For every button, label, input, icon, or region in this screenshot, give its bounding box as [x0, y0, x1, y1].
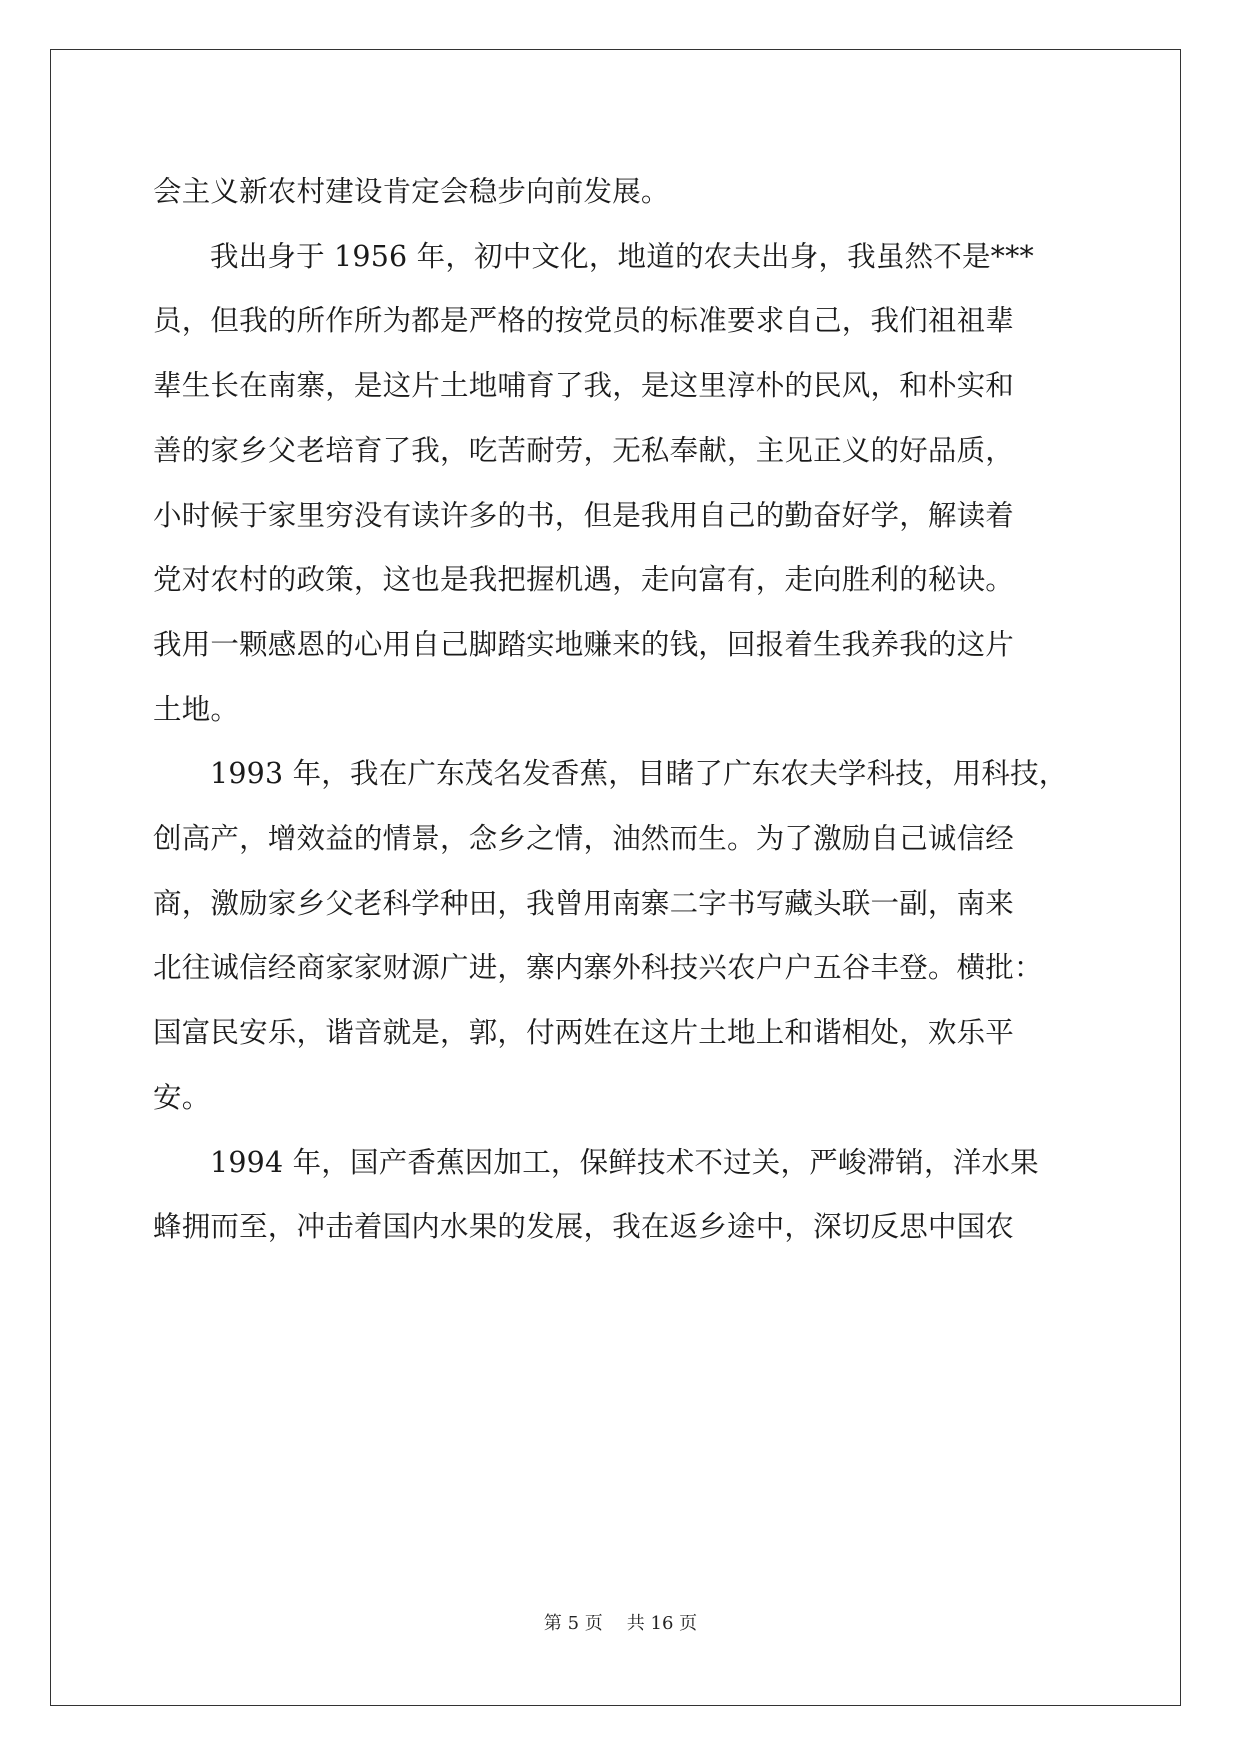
text-line: 商，激励家乡父老科学种田，我曾用南寨二字书写藏头联一副，南来 [153, 886, 1015, 920]
text-line: 员，但我的所作所为都是严格的按党员的标准要求自己，我们祖祖辈 [153, 304, 1015, 338]
paragraph [153, 1131, 1093, 1260]
text-line: 安。 [153, 1080, 211, 1114]
paragraph [153, 742, 1093, 1130]
page-number: 第 5 页 [543, 1613, 603, 1634]
text-line: 党对农村的政策，这也是我把握机遇，走向富有，走向胜利的秘诀。 [153, 563, 1015, 597]
text-line: 北往诚信经商家家财源广进，寨内寨外科技兴农户户五谷丰登。横批： [153, 951, 1043, 985]
text-line: 蜂拥而至，冲击着国内水果的发展，我在返乡途中，深切反思中国农 [153, 1210, 1015, 1244]
paragraph [153, 160, 1093, 225]
text-line: 1994 年，国产香蕉因加工，保鲜技术不过关，严峻滞销，洋水果 [210, 1145, 1039, 1179]
text-line: 小时候于家里穷没有读许多的书，但是我用自己的勤奋好学，解读着 [153, 498, 1015, 532]
page-total: 共 16 页 [626, 1613, 698, 1634]
text-line: 辈生长在南寨，是这片土地哺育了我，是这里淳朴的民风，和朴实和 [153, 369, 1015, 403]
text-line: 我出身于 1956 年，初中文化，地道的农夫出身，我虽然不是*** [210, 239, 1035, 273]
text-line: 我用一颗感恩的心用自己脚踏实地赚来的钱，回报着生我养我的这片 [153, 627, 1015, 661]
page-footer [0, 1612, 1241, 1636]
text-line: 创高产，增效益的情景，念乡之情，油然而生。为了激励自己诚信经 [153, 822, 1015, 856]
text-line: 会主义新农村建设肯定会稳步向前发展。 [153, 175, 670, 208]
text-line: 国富民安乐，谐音就是，郭，付两姓在这片土地上和谐相处，欢乐平 [153, 1016, 1015, 1050]
text-line: 土地。 [153, 692, 240, 726]
text-line: 1993 年，我在广东茂名发香蕉，目睹了广东农夫学科技，用科技， [210, 757, 1068, 791]
document-body [153, 160, 1093, 1260]
text-line: 善的家乡父老培育了我，吃苦耐劳，无私奉献，主见正义的好品质， [153, 433, 1015, 467]
paragraph [153, 225, 1093, 743]
